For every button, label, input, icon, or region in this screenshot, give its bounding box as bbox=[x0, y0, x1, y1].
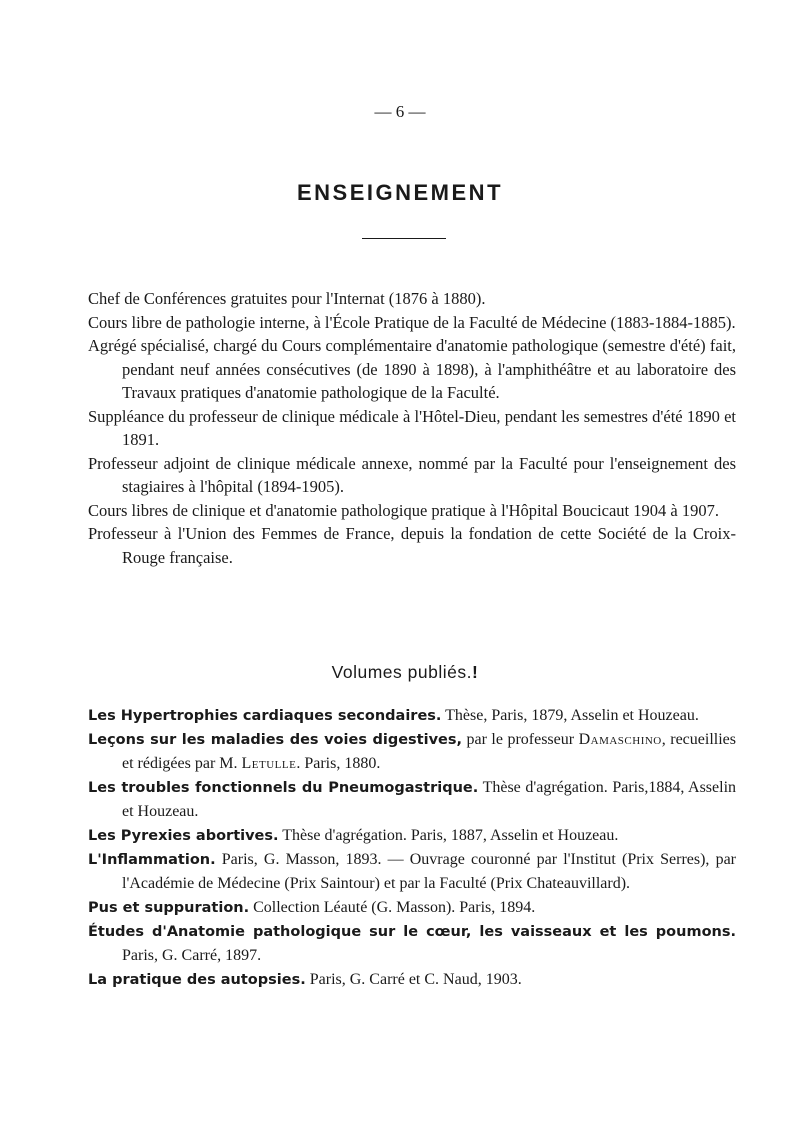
volume-details: Paris, G. Masson, 1893. — Ouvrage couronné par l'Institut (Prix Serres), par l'Académie de Médecine (Prix Saintour) et par la Faculté (Prix Chateauvillard). bbox=[122, 851, 736, 892]
volume-details: Thèse d'agrégation. Paris, 1887, Asselin et Houzeau. bbox=[278, 827, 619, 844]
volume-entry bbox=[88, 704, 736, 728]
volumes-heading-mark: ! bbox=[471, 662, 479, 682]
volume-entry bbox=[88, 848, 736, 896]
volume-details: . Paris, 1880. bbox=[296, 755, 381, 772]
volume-entry bbox=[88, 824, 736, 848]
teaching-entry: Professeur à l'Union des Femmes de France, depuis la fondation de cette Société de la Croix-Rouge française. bbox=[88, 524, 736, 567]
author-name: Letulle bbox=[241, 755, 297, 772]
volume-details: Collection Léauté (G. Masson). Paris, 1894. bbox=[249, 899, 536, 916]
teaching-entry: Professeur adjoint de clinique médicale annexe, nommé par la Faculté pour l'enseignement des stagiaires à l'hôpital (1894-1905). bbox=[88, 453, 736, 496]
volume-details: par le professeur bbox=[462, 731, 579, 748]
volume-entry bbox=[88, 968, 736, 992]
volumes-heading-text: Volumes publiés. bbox=[331, 662, 472, 682]
teaching-entry: Agrégé spécialisé, chargé du Cours complémentaire d'anatomie pathologique (semestre d'été) fait, pendant neuf années consécutives (de 1890 à 1898), à l'amphithéâtre et au laboratoire des Travaux pratiques d'anatomie pathologique de la Faculté. bbox=[88, 336, 736, 402]
section-title: ENSEIGNEMENT bbox=[296, 180, 504, 205]
volume-title: La pratique des autopsies. bbox=[88, 972, 306, 988]
volume-entry bbox=[88, 920, 736, 968]
page-number: — 6 — bbox=[374, 102, 426, 121]
volume-title: Études d'Anatomie pathologique sur le cœur, les vaisseaux et les poumons. bbox=[88, 924, 736, 940]
volume-title: Les Hypertrophies cardiaques secondaires. bbox=[88, 708, 442, 724]
teaching-entry: Cours libre de pathologie interne, à l'École Pratique de la Faculté de Médecine (1883-1884-1885). bbox=[88, 312, 736, 332]
volume-details: Thèse, Paris, 1879, Asselin et Houzeau. bbox=[441, 707, 699, 724]
volume-details: Paris, G. Carré et C. Naud, 1903. bbox=[305, 971, 522, 988]
volumes-heading bbox=[0, 662, 800, 683]
teaching-list bbox=[88, 287, 736, 569]
volume-details: Thèse d'agrégation. Paris,1884, Asselin et Houzeau. bbox=[122, 779, 737, 820]
volume-title: L'Inflammation. bbox=[88, 852, 216, 868]
volume-title: Les troubles fonctionnels du Pneumogastrique. bbox=[88, 780, 479, 796]
title-rule bbox=[362, 238, 446, 239]
volume-entry bbox=[88, 776, 736, 824]
author-name: Damaschino bbox=[578, 731, 662, 748]
volume-title: Leçons sur les maladies des voies digestives, bbox=[88, 732, 463, 748]
volume-details: , recueillies et rédigées par M. bbox=[122, 731, 736, 772]
volume-title: Pus et suppuration. bbox=[88, 900, 250, 916]
teaching-entry: Chef de Conférences gratuites pour l'Internat (1876 à 1880). bbox=[88, 289, 486, 308]
teaching-entry: Suppléance du professeur de clinique médicale à l'Hôtel-Dieu, pendant les semestres d'été 1890 et 1891. bbox=[88, 406, 736, 449]
volume-entry bbox=[88, 896, 736, 920]
volumes-list bbox=[88, 704, 736, 992]
teaching-entry: Cours libres de clinique et d'anatomie pathologique pratique à l'Hôpital Boucicaut 1904 à 1907. bbox=[88, 500, 719, 520]
volume-details: Paris, G. Carré, 1897. bbox=[122, 947, 262, 964]
volume-entry bbox=[88, 728, 736, 776]
volume-title: Les Pyrexies abortives. bbox=[88, 828, 279, 844]
